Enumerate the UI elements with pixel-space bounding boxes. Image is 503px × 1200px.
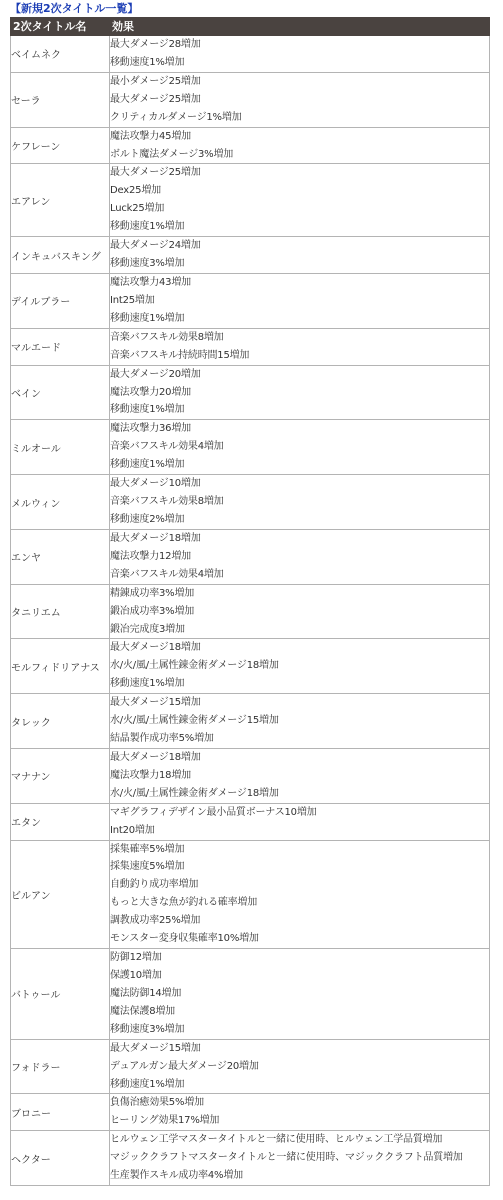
effect-cell [110,127,490,164]
effect-cell [110,694,490,749]
effect-line: 鍛冶成功率3%増加 [110,605,195,617]
effect-cell [110,639,490,694]
effect-cell [110,420,490,475]
table-row [11,840,490,949]
table-body [11,36,490,1186]
effect-cell [110,584,490,639]
effect-line: 採集確率5%増加 [110,843,185,855]
table-row [11,365,490,420]
effect-line: 魔法攻撃力20増加 [110,386,191,398]
title-name-cell: メルウィン [11,475,110,530]
effect-line: 水/火/風/土属性錬金術ダメージ18増加 [110,787,279,799]
effect-line: 移動速度1%増加 [110,1078,185,1090]
table-row [11,1131,490,1186]
effect-line: 最小ダメージ25増加 [110,75,201,87]
effect-line: 最大ダメージ18増加 [110,751,201,763]
effect-line: 水/火/風/土属性錬金術ダメージ15増加 [110,715,279,727]
effect-line: 移動速度3%増加 [110,1023,185,1035]
title-name-cell: タニリエム [11,584,110,639]
effect-cell [110,529,490,584]
effect-line: 鍛冶完成度3増加 [110,623,185,635]
effect-line: 音楽バフスキル効果8増加 [110,331,224,343]
table-row [11,127,490,164]
header-effect: 効果 [110,18,490,36]
effect-line: 魔法攻撃力45増加 [110,130,191,142]
effect-line: ヒルウェン工学マスタータイトルと一緒に使用時、ヒルウェン工学品質増加 [110,1134,443,1146]
effect-line: 自動釣り成功率増加 [110,879,199,891]
effect-line: マギグラフィデザイン最小品質ボーナス10増加 [110,806,317,818]
effect-line: 最大ダメージ24増加 [110,240,201,252]
title-name-cell: マナナン [11,748,110,803]
table-row [11,949,490,1040]
title-name-cell: タレック [11,694,110,749]
header-title-name: 2次タイトル名 [11,18,110,36]
effect-line: Int20増加 [110,824,155,836]
effect-line: 負傷治癒効果5%増加 [110,1097,204,1109]
effect-line: 最大ダメージ15増加 [110,697,201,709]
effect-line: ボルト魔法ダメージ3%増加 [110,148,234,160]
effect-line: 最大ダメージ20増加 [110,368,201,380]
effect-line: 水/火/風/土属性錬金術ダメージ18増加 [110,660,279,672]
effect-cell [110,273,490,328]
title-name-cell: ベイン [11,365,110,420]
table-row [11,748,490,803]
title-name-cell: マルエード [11,328,110,365]
effect-line: 移動速度1%増加 [110,459,185,471]
effect-line: 調教成功率25%増加 [110,915,201,927]
effect-line: 移動速度1%増加 [110,221,185,233]
effect-cell [110,840,490,949]
page-title: 【新規2次タイトル一覧】 [10,2,139,15]
effect-line: 音楽バフスキル効果4増加 [110,441,224,453]
title-name-cell: セーラ [11,72,110,127]
title-name-cell: エアレン [11,164,110,237]
effect-line: Luck25増加 [110,203,165,215]
effect-cell [110,803,490,840]
title-table [10,17,490,1186]
effect-line: もっと大きな魚が釣れる確率増加 [110,897,257,909]
effect-line: 移動速度1%増加 [110,678,185,690]
table-row [11,694,490,749]
table-row [11,273,490,328]
title-name-cell: デイルブラー [11,273,110,328]
effect-line: 防御12増加 [110,952,162,964]
effect-cell [110,365,490,420]
effect-line: 結晶製作成功率5%増加 [110,733,214,745]
table-row [11,475,490,530]
effect-line: 採集速度5%増加 [110,861,185,873]
title-name-cell: ブロニー [11,1094,110,1131]
effect-line: 音楽バフスキル持続時間15増加 [110,349,250,361]
effect-line: 魔法攻撃力43増加 [110,276,191,288]
effect-line: 魔法攻撃力18増加 [110,769,191,781]
effect-line: 最大ダメージ15増加 [110,1042,201,1054]
effect-cell [110,748,490,803]
title-name-cell: フォドラー [11,1039,110,1094]
effect-line: ヒーリング効果17%増加 [110,1115,220,1127]
effect-cell [110,328,490,365]
table-row [11,584,490,639]
effect-line: 魔法防御14増加 [110,987,182,999]
effect-line: 移動速度1%増加 [110,312,185,324]
effect-line: 最大ダメージ25増加 [110,93,201,105]
effect-cell [110,475,490,530]
title-name-cell: エタン [11,803,110,840]
effect-line: 生産製作スキル成功率4%増加 [110,1170,243,1182]
effect-line: マジッククラフトマスタータイトルと一緒に使用時、マジッククラフト品質増加 [110,1152,463,1164]
effect-line: 最大ダメージ25増加 [110,167,201,179]
effect-cell [110,237,490,274]
effect-cell [110,1094,490,1131]
effect-line: 魔法攻撃力12増加 [110,550,191,562]
effect-cell [110,164,490,237]
effect-line: 最大ダメージ28増加 [110,39,201,50]
effect-line: Int25増加 [110,294,155,306]
effect-cell [110,36,490,73]
table-row [11,1094,490,1131]
effect-line: 移動速度1%増加 [110,404,185,416]
effect-line: 魔法保護8増加 [110,1005,175,1017]
table-row [11,72,490,127]
table-row [11,36,490,73]
title-name-cell: ヘクター [11,1131,110,1186]
table-row [11,420,490,475]
effect-line: 音楽バフスキル効果8増加 [110,496,224,508]
effect-line: 移動速度1%増加 [110,56,185,68]
effect-line: 最大ダメージ18増加 [110,532,201,544]
effect-cell [110,949,490,1040]
effect-line: 保護10増加 [110,970,162,982]
effect-line: 音楽バフスキル効果4増加 [110,568,224,580]
table-row [11,1039,490,1094]
effect-line: 移動速度3%増加 [110,258,185,270]
table-row [11,328,490,365]
title-name-cell: インキュバスキング [11,237,110,274]
effect-line: 精錬成功率3%増加 [110,587,195,599]
effect-line: 魔法攻撃力36増加 [110,423,191,435]
table-row [11,803,490,840]
table-row [11,164,490,237]
title-name-cell: エンヤ [11,529,110,584]
table-header-row [11,18,490,36]
title-name-cell: ベイムネク [11,36,110,73]
effect-line: デュアルガン最大ダメージ20増加 [110,1060,259,1072]
effect-line: モンスター変身収集確率10%増加 [110,933,259,945]
effect-line: 移動速度2%増加 [110,513,185,525]
table-row [11,237,490,274]
effect-line: クリティカルダメージ1%増加 [110,111,242,123]
effect-cell [110,1131,490,1186]
effect-cell [110,72,490,127]
effect-line: 最大ダメージ10増加 [110,478,201,490]
effect-line: 最大ダメージ18増加 [110,642,201,654]
effect-line: Dex25増加 [110,185,161,197]
title-name-cell: ケフレーン [11,127,110,164]
title-name-cell: バトゥール [11,949,110,1040]
title-name-cell: ミルオール [11,420,110,475]
effect-cell [110,1039,490,1094]
title-name-cell: モルフィドリアナス [11,639,110,694]
title-name-cell: ビルアン [11,840,110,949]
table-row [11,529,490,584]
table-row [11,639,490,694]
